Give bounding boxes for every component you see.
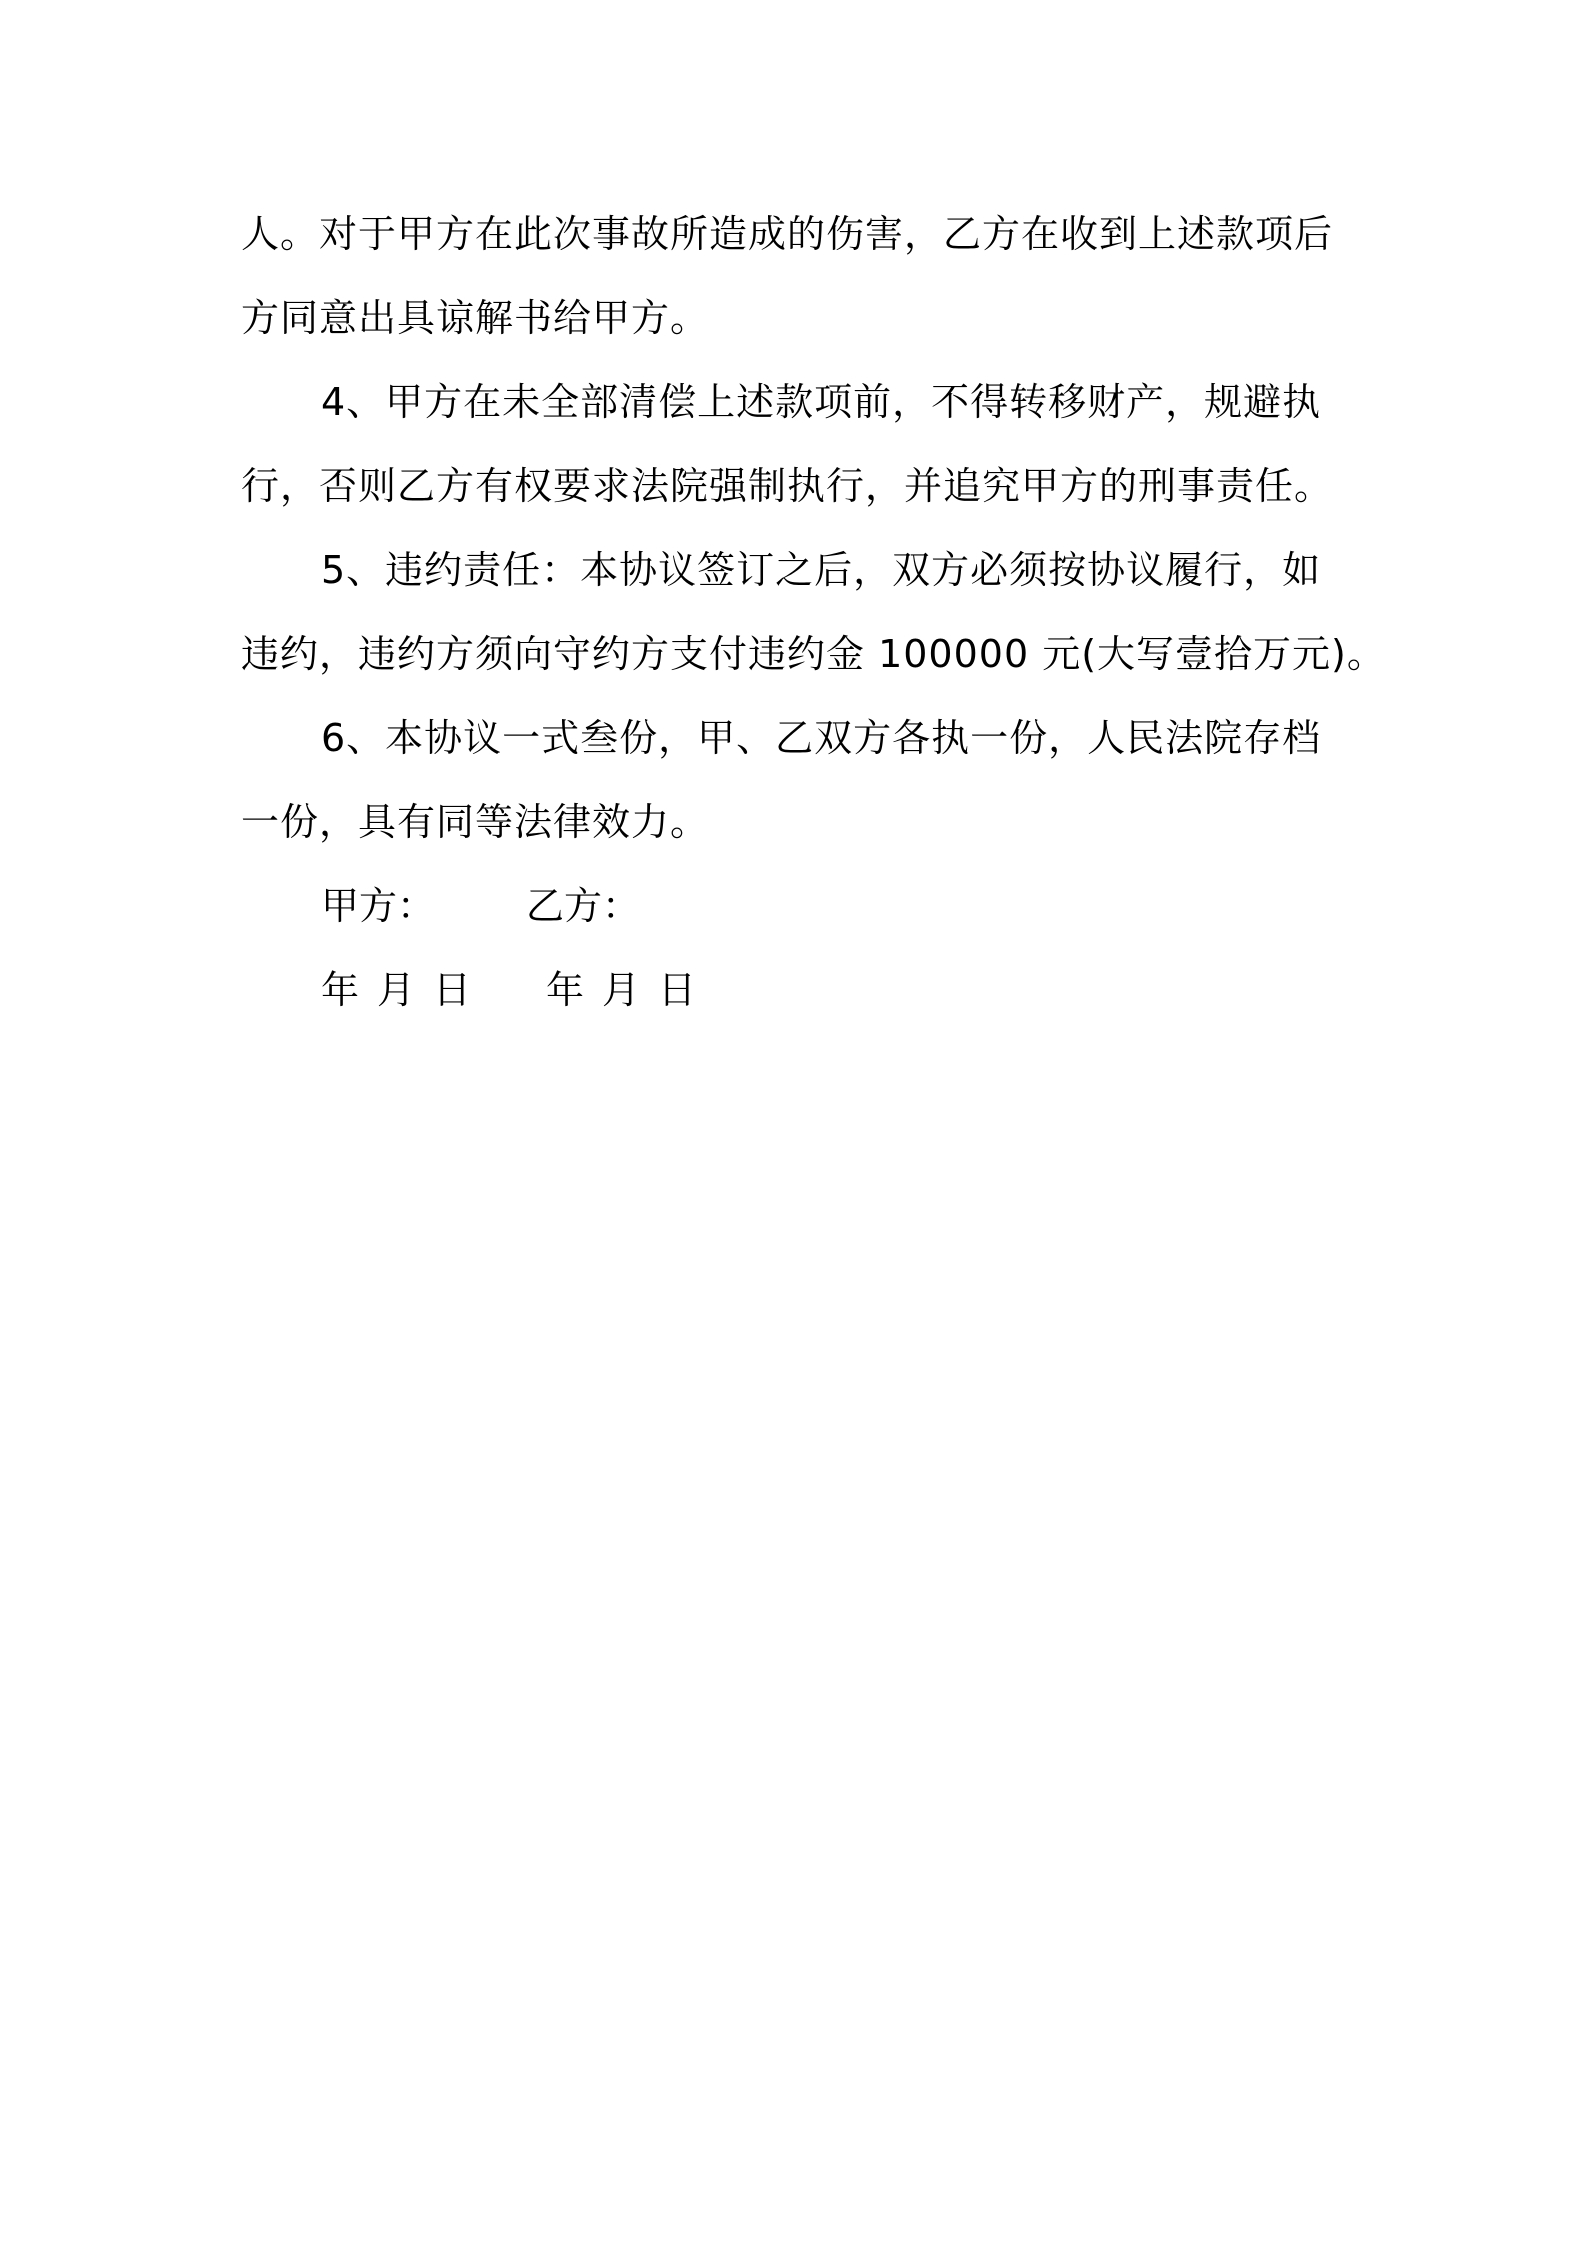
- agreement-body: [241, 192, 1386, 1032]
- party-a-date: 年月日: [321, 968, 490, 1012]
- party-b-date: 年月日: [546, 968, 715, 1012]
- clause-5-line: 5、违约责任：本协议签订之后，双方必须按协议履行，如: [321, 548, 1322, 592]
- signature-row: [241, 864, 1366, 948]
- clause-4-line: 4、甲方在未全部清偿上述款项前，不得转移财产，规避执: [321, 380, 1322, 424]
- clause-6-line: 一份，具有同等法律效力。: [241, 800, 710, 844]
- paragraph-line: 人。对于甲方在此次事故所造成的伤害，乙方在收到上述款项后: [241, 212, 1334, 256]
- date-row: [241, 948, 1366, 1032]
- party-a-label: 甲方：: [321, 884, 436, 928]
- party-b-label: 乙方：: [526, 884, 641, 928]
- clause-5-line: 违约，违约方须向守约方支付违约金 100000 元(大写壹拾万元)。: [241, 632, 1386, 676]
- clause-4-line: 行，否则乙方有权要求法院强制执行，并追究甲方的刑事责任。: [241, 464, 1334, 508]
- paragraph-line: 方同意出具谅解书给甲方。: [241, 296, 710, 340]
- clause-6-line: 6、本协议一式叁份，甲、乙双方各执一份，人民法院存档: [321, 716, 1322, 760]
